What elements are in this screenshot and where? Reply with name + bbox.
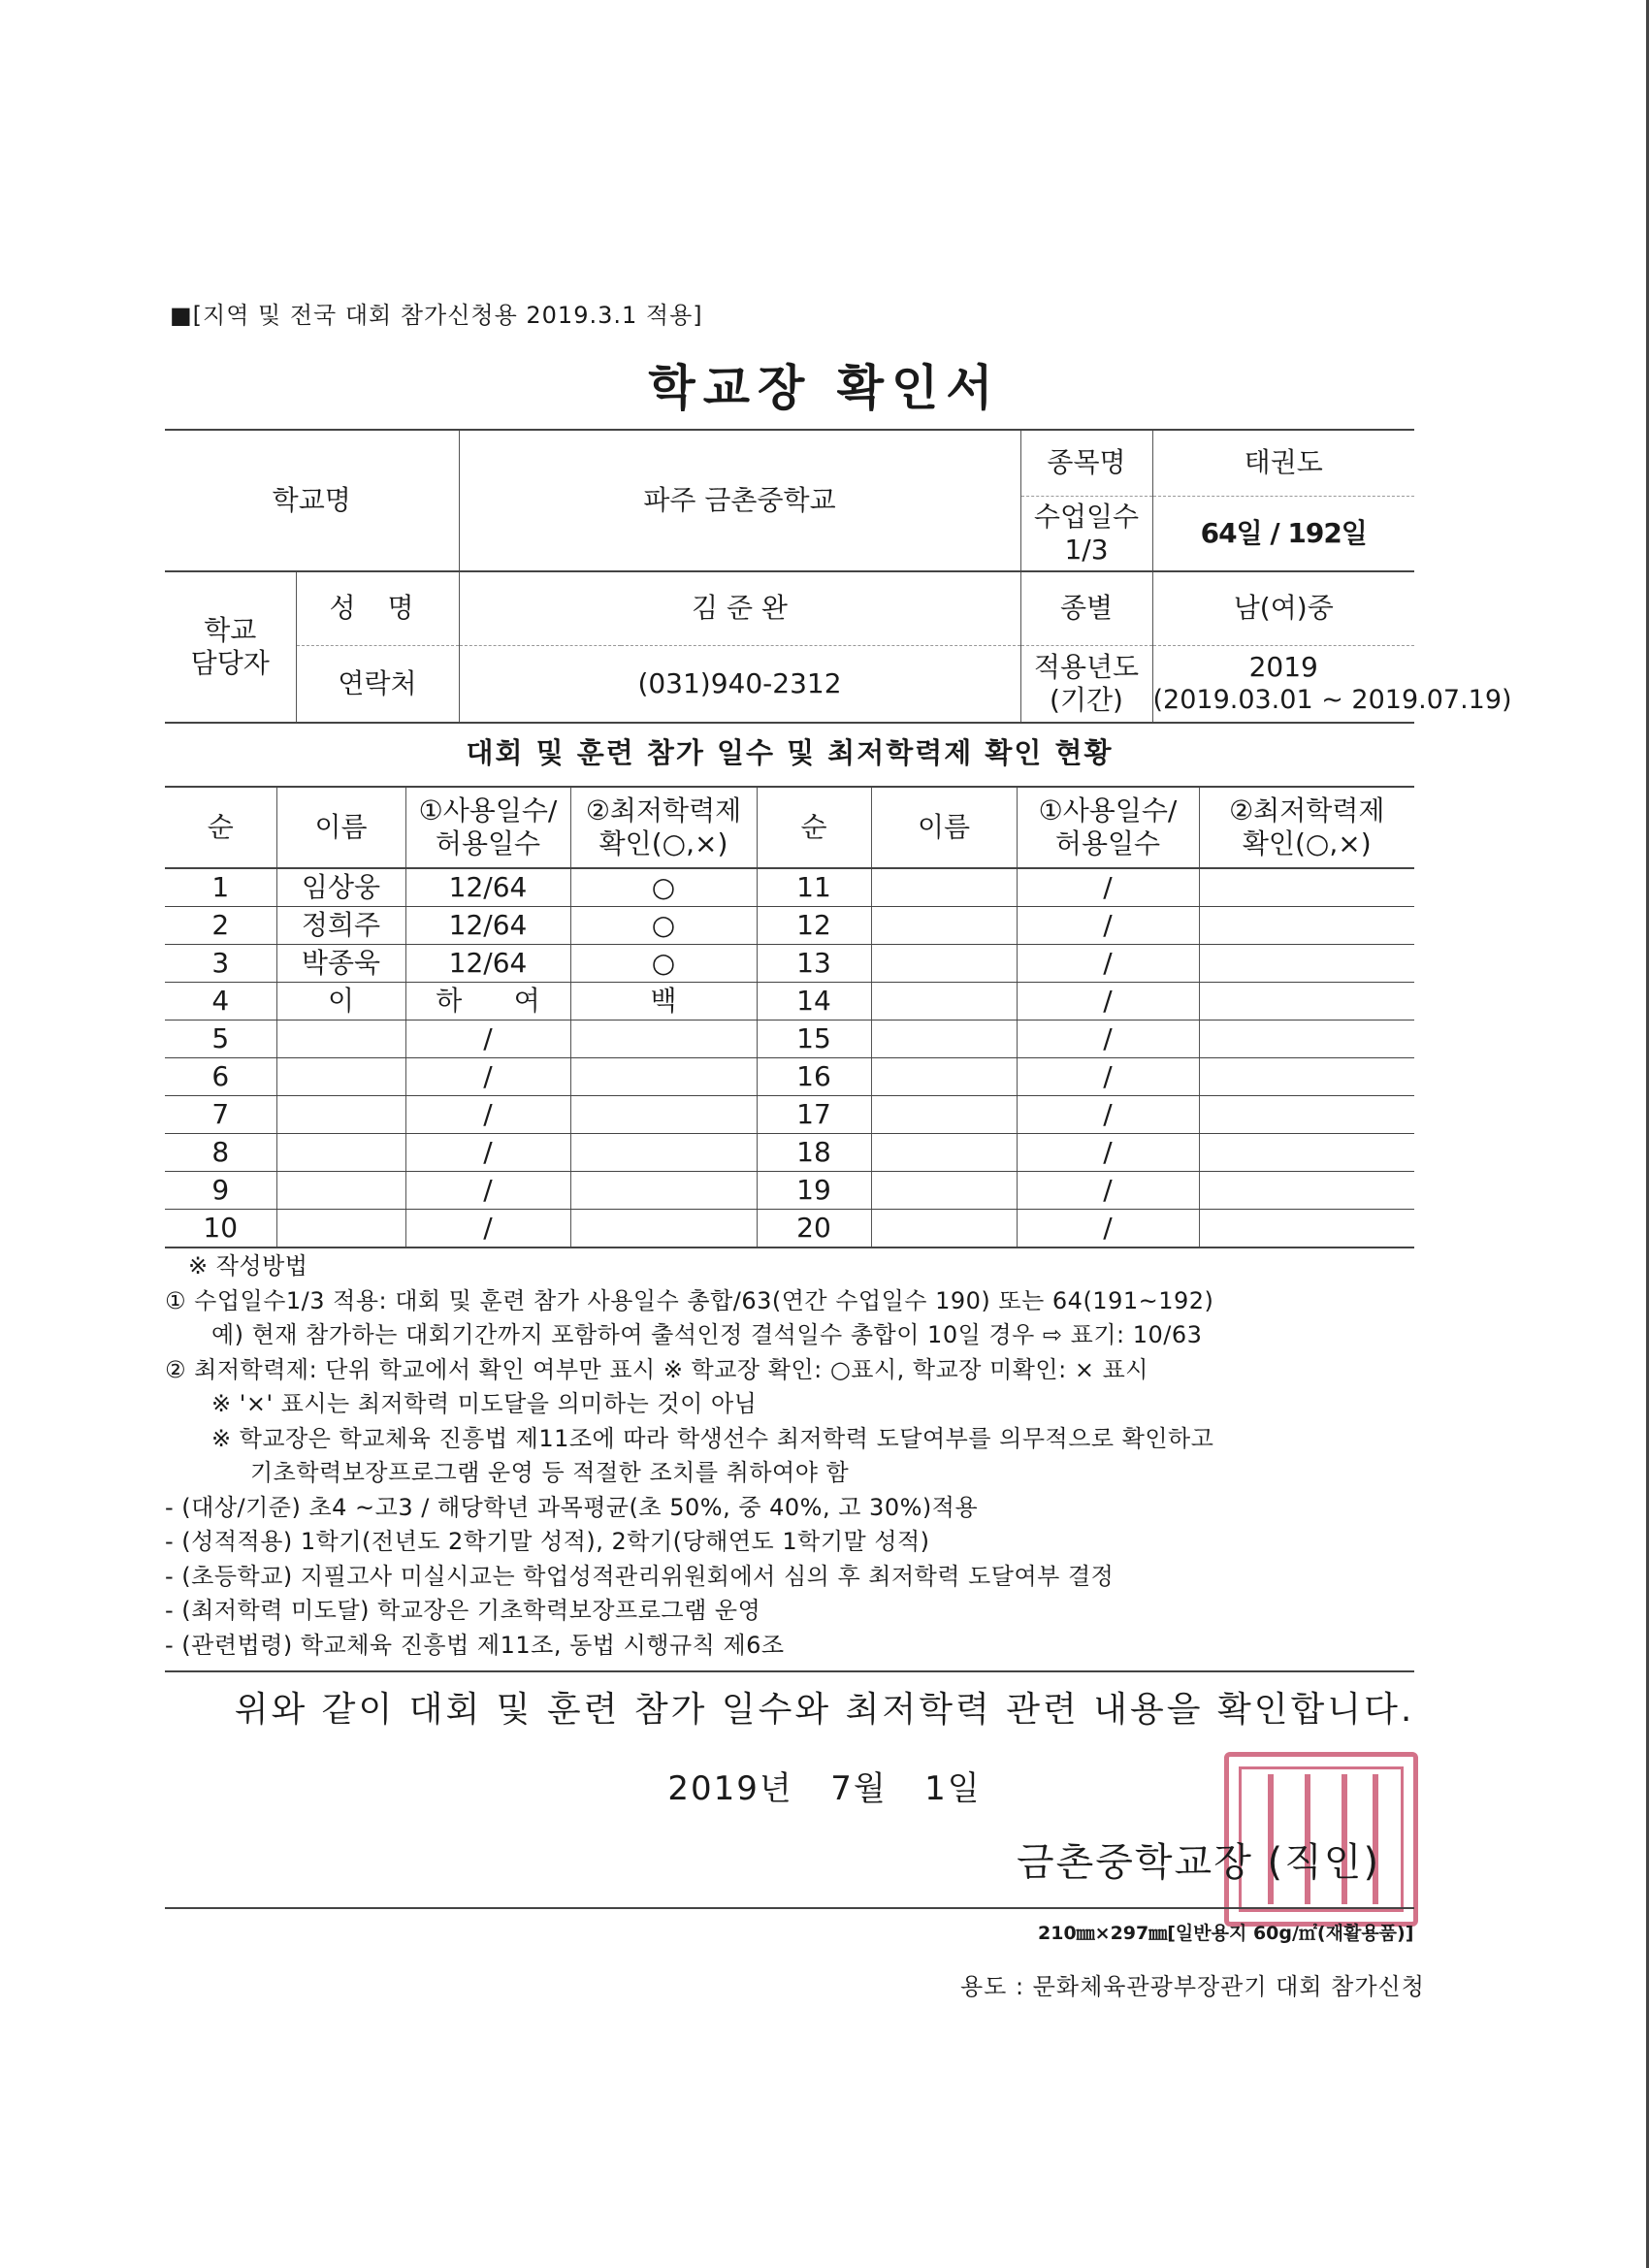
row-no-right: 17 bbox=[757, 1096, 871, 1134]
detail-3: - (초등학교) 지필고사 미실시교는 학업성적관리위원회에서 심의 후 최저학력 도달여부 결정 bbox=[165, 1562, 1115, 1590]
row-name bbox=[276, 1096, 405, 1134]
row-no: 10 bbox=[165, 1210, 276, 1248]
row-used-right: / bbox=[1017, 907, 1199, 945]
row-name-right bbox=[871, 1096, 1017, 1134]
table-row bbox=[165, 1172, 1414, 1210]
manager-label bbox=[165, 571, 296, 723]
row-no-right: 16 bbox=[757, 1058, 871, 1096]
row-no-right: 13 bbox=[757, 945, 871, 983]
row-check bbox=[570, 1058, 757, 1096]
row-no-right: 19 bbox=[757, 1172, 871, 1210]
row-used-right: / bbox=[1017, 868, 1199, 907]
detail-1: - (대상/기준) 초4 ~고3 / 해당학년 과목평균(초 50%, 중 40%, 고 30%)적용 bbox=[165, 1493, 979, 1521]
category-label: 종별 bbox=[1020, 571, 1152, 645]
note-2-sub-b: ※ 학교장은 학교체육 진흥법 제11조에 따라 학생선수 최저학력 도달여부를 의무적으로 확인하고 bbox=[211, 1424, 1214, 1452]
status-title: 대회 및 훈련 참가 일수 및 최저학력제 확인 현황 bbox=[466, 736, 1114, 769]
class-days-label-1: 수업일수 bbox=[1033, 500, 1140, 533]
row-used-right: / bbox=[1017, 1134, 1199, 1172]
event-value: 태권도 bbox=[1152, 430, 1414, 496]
row-check-right bbox=[1199, 868, 1414, 907]
table-row bbox=[165, 1096, 1414, 1134]
name-label: 성 명 bbox=[296, 571, 459, 645]
row-name-right bbox=[871, 907, 1017, 945]
row-name-right bbox=[871, 1134, 1017, 1172]
note-2-sub-a: ※ '×' 표시는 최저학력 미도달을 의미하는 것이 아님 bbox=[211, 1390, 758, 1417]
divider-bottom bbox=[165, 1907, 1414, 1909]
row-used: / bbox=[405, 1172, 570, 1210]
period-value: (2019.03.01 ~ 2019.07.19) bbox=[1152, 684, 1512, 715]
table-row bbox=[165, 983, 1414, 1021]
row-used-right: / bbox=[1017, 1021, 1199, 1058]
detail-2: - (성적적용) 1학기(전년도 2학기말 성적), 2학기(당해연도 1학기말 성적) bbox=[165, 1528, 930, 1555]
row-name bbox=[276, 1134, 405, 1172]
class-days-value: 64일 / 192일 bbox=[1152, 496, 1414, 571]
table-row bbox=[165, 907, 1414, 945]
instructions bbox=[165, 1249, 1213, 1663]
note-2-sub-c: 기초학력보장프로그램 운영 등 적절한 조치를 취하여야 함 bbox=[250, 1459, 850, 1486]
year-label bbox=[1020, 645, 1152, 723]
row-no: 8 bbox=[165, 1134, 276, 1172]
row-no-right: 15 bbox=[757, 1021, 871, 1058]
year-value bbox=[1152, 645, 1512, 723]
row-name: 정희주 bbox=[276, 907, 405, 945]
contact-label: 연락처 bbox=[296, 645, 459, 723]
row-no-right: 12 bbox=[757, 907, 871, 945]
name-value: 김 준 완 bbox=[459, 571, 1020, 645]
roster-header-no-right: 순 bbox=[757, 787, 871, 868]
roster-header-no: 순 bbox=[165, 787, 276, 868]
roster-header-name: 이름 bbox=[276, 787, 405, 868]
school-name-value: 파주 금촌중학교 bbox=[459, 430, 1020, 571]
year-value-main: 2019 bbox=[1248, 650, 1318, 683]
table-row bbox=[165, 1210, 1414, 1248]
class-days-label-2: 1/3 bbox=[1064, 533, 1109, 566]
row-used-right: / bbox=[1017, 1172, 1199, 1210]
roster-header-check-right bbox=[1199, 787, 1414, 868]
row-name-right bbox=[871, 1210, 1017, 1248]
roster-header-used-right-1: ①사용일수/ bbox=[1038, 794, 1178, 826]
row-used-right: / bbox=[1017, 1058, 1199, 1096]
roster-header-check-1: ②최저학력제 bbox=[585, 794, 742, 826]
paper-spec: 210㎜×297㎜[일반용지 60g/㎡(재활용품)] bbox=[1038, 1923, 1414, 1944]
contact-value: (031)940-2312 bbox=[459, 645, 1020, 723]
row-no: 2 bbox=[165, 907, 276, 945]
row-name bbox=[276, 1058, 405, 1096]
row-check-right bbox=[1199, 907, 1414, 945]
roster-header-check-2: 확인(○,×) bbox=[598, 827, 728, 859]
row-no-right: 18 bbox=[757, 1134, 871, 1172]
signer: 금촌중학교장 (직인) bbox=[1017, 1840, 1381, 1885]
row-name-right bbox=[871, 945, 1017, 983]
row-used: 12/64 bbox=[405, 907, 570, 945]
row-used-right: / bbox=[1017, 1210, 1199, 1248]
row-used: / bbox=[405, 1134, 570, 1172]
table-row bbox=[165, 1134, 1414, 1172]
notes-heading: ※ 작성방법 bbox=[188, 1252, 308, 1280]
row-no: 3 bbox=[165, 945, 276, 983]
divider-top bbox=[165, 1670, 1414, 1672]
row-name: 임상웅 bbox=[276, 868, 405, 907]
row-no-right: 11 bbox=[757, 868, 871, 907]
row-used: / bbox=[405, 1021, 570, 1058]
table-row bbox=[165, 1021, 1414, 1058]
row-name-right bbox=[871, 1172, 1017, 1210]
document-title: 학교장 확인서 bbox=[648, 360, 1001, 416]
row-check bbox=[570, 1021, 757, 1058]
row-check bbox=[570, 1172, 757, 1210]
table-row bbox=[165, 945, 1414, 983]
row-used-right: / bbox=[1017, 1096, 1199, 1134]
row-used-right: / bbox=[1017, 945, 1199, 983]
row-check-right bbox=[1199, 945, 1414, 983]
row-name bbox=[276, 1172, 405, 1210]
school-name-label: 학교명 bbox=[165, 430, 459, 571]
row-used: / bbox=[405, 1210, 570, 1248]
row-used: / bbox=[405, 1058, 570, 1096]
roster-header-name-right: 이름 bbox=[871, 787, 1017, 868]
row-used-right: / bbox=[1017, 983, 1199, 1021]
row-check bbox=[570, 1210, 757, 1248]
row-name-right bbox=[871, 983, 1017, 1021]
row-no-right: 20 bbox=[757, 1210, 871, 1248]
note-1-example: 예) 현재 참가하는 대회기간까지 포함하여 출석인정 결석일수 총합이 10일 경우 ⇨ 표기: 10/63 bbox=[211, 1321, 1203, 1348]
row-check-right bbox=[1199, 983, 1414, 1021]
row-check-right bbox=[1199, 1058, 1414, 1096]
row-no: 4 bbox=[165, 983, 276, 1021]
roster-header-used bbox=[405, 787, 570, 868]
confirmation-text: 위와 같이 대회 및 훈련 참가 일수와 최저학력 관련 내용을 확인합니다. bbox=[234, 1690, 1415, 1730]
roster-header-check-right-1: ②최저학력제 bbox=[1229, 794, 1385, 826]
row-used: 하 여 bbox=[405, 983, 570, 1021]
row-check bbox=[570, 1134, 757, 1172]
event-label: 종목명 bbox=[1020, 430, 1152, 496]
row-check-right bbox=[1199, 1172, 1414, 1210]
issue-date: 2019년 7월 1일 bbox=[667, 1769, 982, 1808]
row-name-right bbox=[871, 1021, 1017, 1058]
year-label-2: (기간) bbox=[1050, 683, 1123, 716]
roster-header-check-right-2: 확인(○,×) bbox=[1242, 827, 1372, 859]
row-name-right bbox=[871, 868, 1017, 907]
row-no: 5 bbox=[165, 1021, 276, 1058]
roster-header-used-1: ①사용일수/ bbox=[418, 794, 558, 826]
row-name bbox=[276, 1021, 405, 1058]
detail-4: - (최저학력 미도달) 학교장은 기초학력보장프로그램 운영 bbox=[165, 1597, 761, 1624]
manager-label-1: 학교 bbox=[204, 614, 257, 646]
roster-header-check bbox=[570, 787, 757, 868]
row-check: ○ bbox=[570, 868, 757, 907]
row-name bbox=[276, 1210, 405, 1248]
row-no: 7 bbox=[165, 1096, 276, 1134]
header-note: ■[지역 및 전국 대회 참가신청용 2019.3.1 적용] bbox=[170, 302, 703, 329]
row-used: / bbox=[405, 1096, 570, 1134]
usage-note: 용도 : 문화체육관광부장관기 대회 참가신청 bbox=[960, 1973, 1425, 2000]
row-check: ○ bbox=[570, 907, 757, 945]
class-days-label bbox=[1020, 496, 1152, 571]
manager-label-2: 담당자 bbox=[190, 647, 270, 679]
note-2: ② 최저학력제: 단위 학교에서 확인 여부만 표시 ※ 학교장 확인: ○표시, 학교장 미확인: × 표시 bbox=[165, 1355, 1148, 1383]
table-row bbox=[165, 868, 1414, 907]
row-check-right bbox=[1199, 1096, 1414, 1134]
row-check: ○ bbox=[570, 945, 757, 983]
row-no-right: 14 bbox=[757, 983, 871, 1021]
row-check-right bbox=[1199, 1210, 1414, 1248]
row-no: 9 bbox=[165, 1172, 276, 1210]
table-row bbox=[165, 1058, 1414, 1096]
row-check-right bbox=[1199, 1134, 1414, 1172]
row-check: 백 bbox=[570, 983, 757, 1021]
year-label-1: 적용년도 bbox=[1033, 650, 1140, 683]
note-1: ① 수업일수1/3 적용: 대회 및 훈련 참가 사용일수 총합/63(연간 수업일수 190) 또는 64(191~192) bbox=[165, 1286, 1214, 1314]
roster-header-used-2: 허용일수 bbox=[435, 827, 541, 859]
roster-header-used-right bbox=[1017, 787, 1199, 868]
row-check-right bbox=[1199, 1021, 1414, 1058]
school-info-table bbox=[165, 429, 1512, 724]
row-used: 12/64 bbox=[405, 868, 570, 907]
row-used: 12/64 bbox=[405, 945, 570, 983]
row-check bbox=[570, 1096, 757, 1134]
roster-header-used-right-2: 허용일수 bbox=[1054, 827, 1161, 859]
detail-5: - (관련법령) 학교체육 진흥법 제11조, 동법 시행규칙 제6조 bbox=[165, 1631, 785, 1659]
row-no: 1 bbox=[165, 868, 276, 907]
row-name: 박종욱 bbox=[276, 945, 405, 983]
category-value: 남(여)중 bbox=[1152, 571, 1414, 645]
row-name: 이 bbox=[276, 983, 405, 1021]
row-no: 6 bbox=[165, 1058, 276, 1096]
row-name-right bbox=[871, 1058, 1017, 1096]
roster-table bbox=[165, 786, 1414, 1248]
